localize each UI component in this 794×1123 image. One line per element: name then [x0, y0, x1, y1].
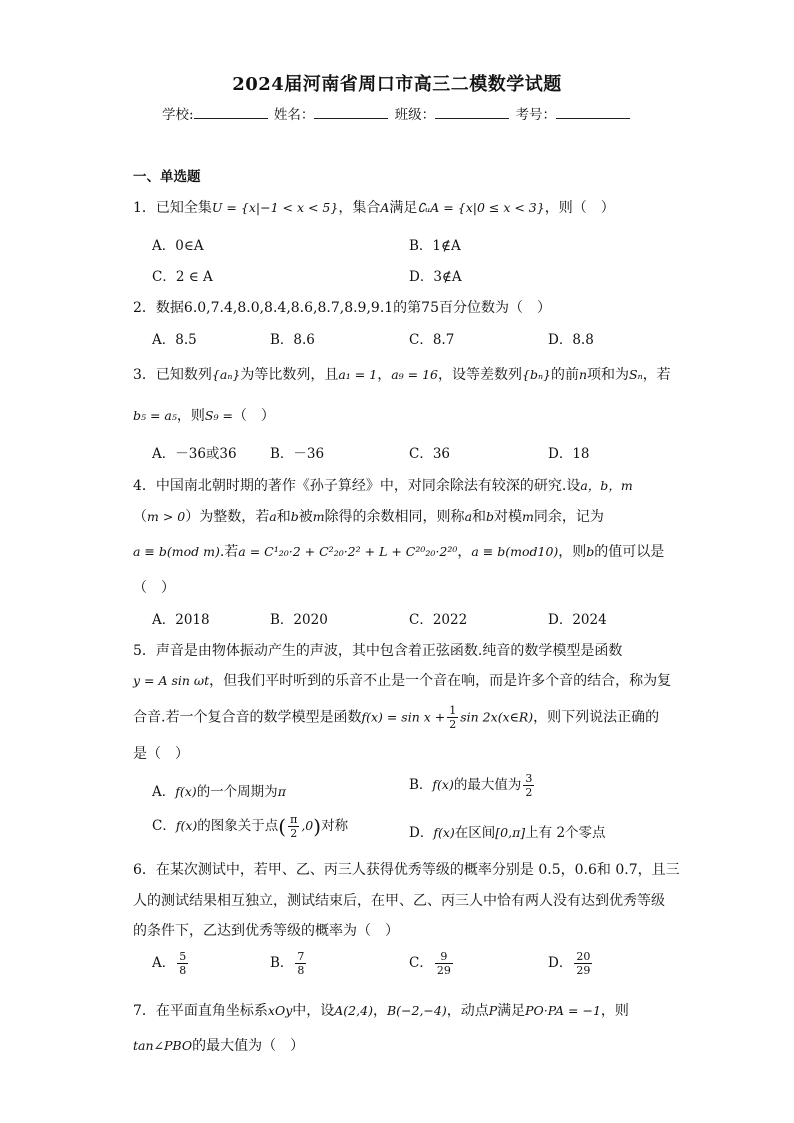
question-5-option-c[interactable]: C．f(x)的图象关于点( $\frac{\pi}{2}$ ,0)对称: [152, 813, 349, 840]
question-4-option-c[interactable]: C．2022: [409, 612, 468, 628]
question-5-option-a[interactable]: A．f(x)的一个周期为π: [152, 784, 286, 800]
question-3-option-b[interactable]: B．－36: [270, 446, 325, 462]
question-7-stem-line1: 7．在平面直角坐标系xOy中，设A(2,4)，B(−2,−4)，动点P满足PO·PA = −1，则: [133, 1003, 629, 1019]
question-5-stem-line3: 合音.若一个复合音的数学模型是函数f(x) = sin x + $\frac{1}{2}$ sin 2x(x∈R)，则下列说法正确的: [133, 704, 660, 731]
question-1-option-b[interactable]: B．1∉A: [409, 238, 461, 254]
class-blank[interactable]: [435, 106, 509, 119]
exam-number-label: 考号：: [515, 107, 556, 123]
question-4-stem-line2: （m > 0）为整数，若a和b被m除得的余数相同，则称a和b对模m同余，记为: [133, 509, 604, 525]
page-title: 2024届河南省周口市高三二模数学试题: [232, 74, 562, 95]
question-4-option-b[interactable]: B．2020: [270, 612, 328, 628]
question-6-option-b[interactable]: B． $\frac{7}{8}$: [270, 950, 305, 977]
school-blank[interactable]: [194, 106, 268, 119]
question-4-stem-line3: a ≡ b(mod m).若a = C¹₂₀·2 + C²₂₀·2² + L + C²⁰₂₀·2²⁰，a ≡ b(mod10)，则b的值可以是: [133, 544, 665, 560]
school-label: 学校:: [162, 107, 194, 123]
question-1-option-a[interactable]: A．0∈A: [152, 238, 204, 254]
question-4-stem-line4: （ ）: [133, 580, 175, 596]
question-4-stem-line1: 4．中国南北朝时期的著作《孙子算经》中，对同余除法有较深的研究.设a，b，m: [133, 478, 633, 494]
question-4-option-d[interactable]: D．2024: [548, 612, 607, 628]
question-6-stem-line1: 6．在某次测试中，若甲、乙、丙三人获得优秀等级的概率分别是 0.5，0.6和 0.7，且三: [133, 862, 680, 878]
question-5-stem-line2: y = A sin ωt，但我们平时听到的乐音不止是一个音在响，而是许多个音的结合，称为复: [133, 673, 672, 689]
question-3-option-d[interactable]: D．18: [548, 446, 590, 462]
class-label: 班级：: [394, 107, 436, 123]
section-heading: 一、单选题: [133, 169, 201, 185]
question-3-option-c[interactable]: C．36: [409, 446, 451, 462]
question-1-option-d[interactable]: D．3∉A: [409, 269, 462, 285]
question-5-stem-line4: 是（ ）: [133, 746, 189, 762]
question-2-stem: 2．数据6.0,7.4,8.0,8.4,8.6,8.7,8.9,9.1的第75百分位数为（ ）: [133, 300, 551, 316]
question-6-stem-line2: 人的测试结果相互独立，测试结束后，在甲、乙、丙三人中恰有两人没有达到优秀等级: [133, 893, 665, 909]
question-3-stem-line2: b₅ = a₅，则S₉ =（ ）: [133, 408, 275, 424]
question-6-option-c[interactable]: C． $\frac{9}{29}$: [409, 950, 451, 977]
question-2-option-c[interactable]: C．8.7: [409, 332, 455, 348]
question-2-option-d[interactable]: D．8.8: [548, 332, 594, 348]
question-6-option-d[interactable]: D． $\frac{20}{29}$: [548, 950, 591, 977]
name-label: 姓名：: [273, 107, 315, 123]
student-info-line: [0, 103, 794, 123]
question-5-option-b[interactable]: B．f(x)的最大值为 $\frac{3}{2}$: [409, 772, 533, 799]
question-5-stem-line1: 5．声音是由物体振动产生的声波，其中包含着正弦函数.纯音的数学模型是函数: [133, 643, 623, 659]
name-blank[interactable]: [314, 106, 388, 119]
question-2-option-b[interactable]: B．8.6: [270, 332, 315, 348]
question-6-option-a[interactable]: A． $\frac{5}{8}$: [152, 950, 187, 977]
question-6-stem-line3: 的条件下，乙达到优秀等级的概率为（ ）: [133, 923, 399, 939]
question-5-option-d[interactable]: D．f(x)在区间[0,π]上有 2个零点: [409, 825, 606, 841]
question-3-stem-line1: 3．已知数列{aₙ}为等比数列，且a₁ = 1，a₉ = 16，设等差数列{bₙ}的前n项和为Sₙ，若: [133, 367, 671, 383]
question-1-option-c[interactable]: C．2 ∈ A: [152, 269, 213, 285]
question-2-option-a[interactable]: A．8.5: [152, 332, 197, 348]
question-1-stem: 1．已知全集U = {x|−1 < x < 5}，集合A满足∁ᵤA = {x|0 ≤ x < 3}，则（ ）: [133, 200, 615, 216]
exam-number-blank[interactable]: [556, 106, 630, 119]
question-4-option-a[interactable]: A．2018: [152, 612, 210, 628]
question-3-option-a[interactable]: A．－36或36: [152, 446, 237, 462]
question-7-stem-line2: tan∠PBO的最大值为（ ）: [133, 1038, 305, 1054]
